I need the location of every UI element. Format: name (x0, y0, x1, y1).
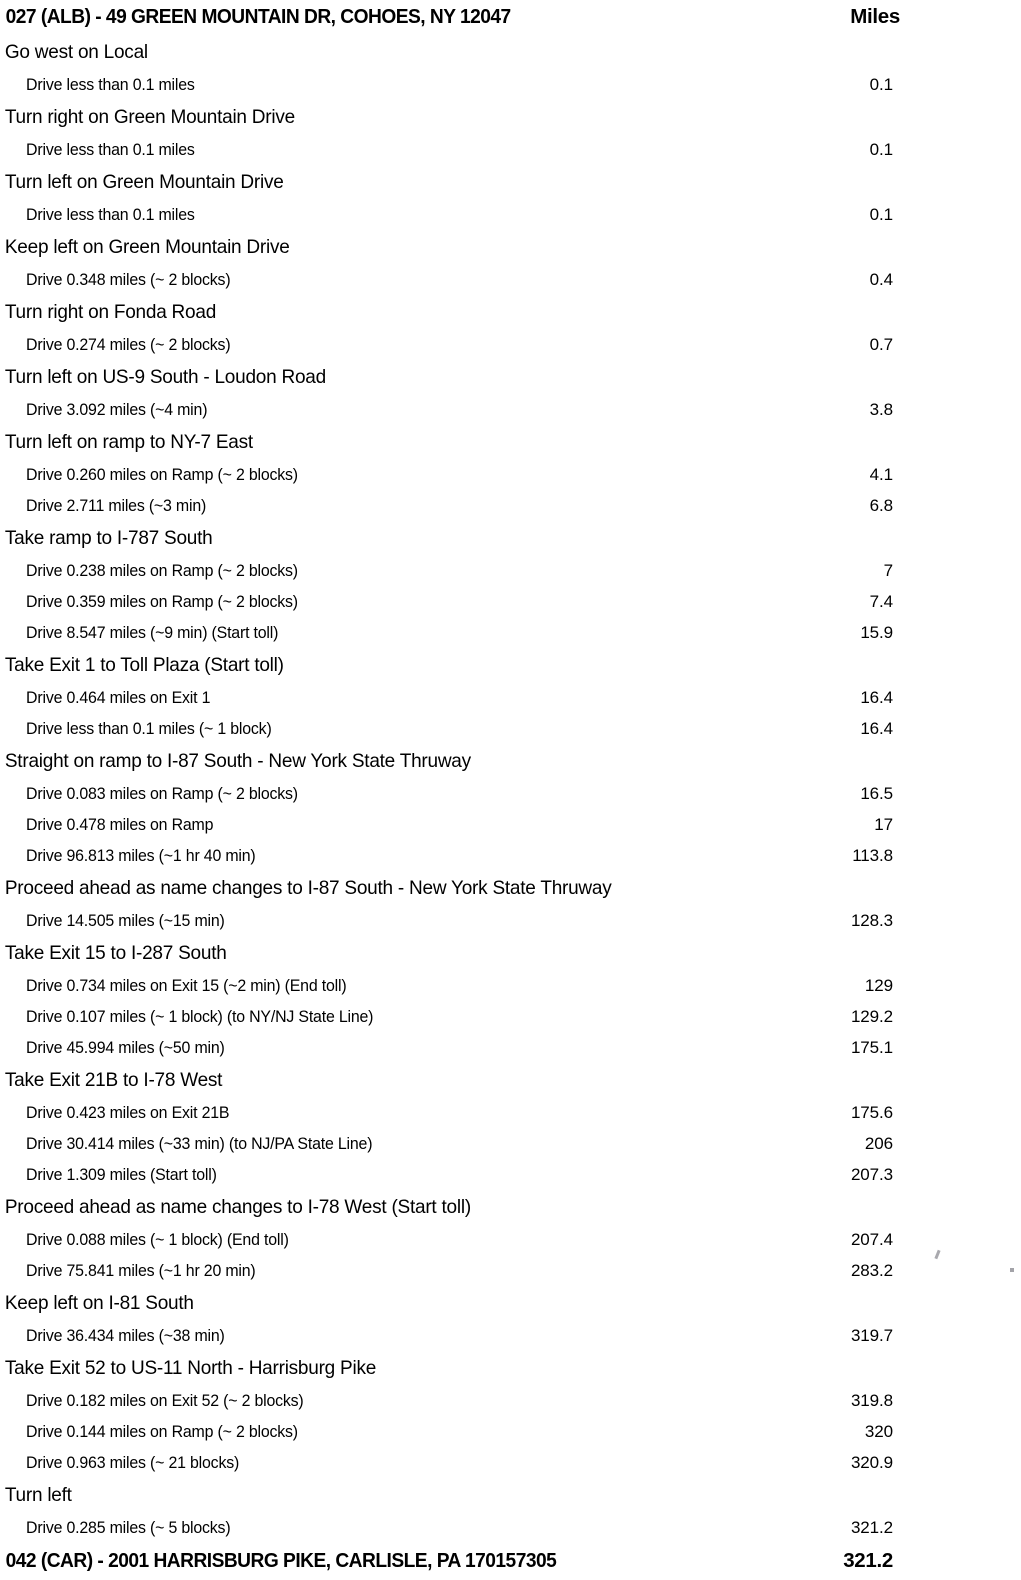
drive-segment-text: Drive 30.414 miles (~33 min) (to NJ/PA State Line) (26, 1135, 373, 1153)
maneuver-instruction-row (0, 522, 1021, 556)
drive-segment-text: Drive 0.348 miles (~ 2 blocks) (26, 271, 231, 289)
drive-segment-row (0, 1321, 1021, 1352)
drive-segment-text: Drive 0.144 miles on Ramp (~ 2 blocks) (26, 1423, 298, 1441)
maneuver-instruction-row (0, 231, 1021, 265)
cumulative-miles-value: 16.5 (860, 784, 893, 803)
drive-segment-row (0, 587, 1021, 618)
drive-segment-text: Drive 0.260 miles on Ramp (~ 2 blocks) (26, 466, 298, 484)
maneuver-instruction-text: Go west on Local (4, 41, 148, 63)
drive-segment-row (0, 1448, 1021, 1479)
maneuver-instruction-text: Keep left on Green Mountain Drive (4, 236, 290, 258)
drive-segment-row (0, 1256, 1021, 1287)
maneuver-instruction-row (0, 101, 1021, 135)
cumulative-miles-value: 0.1 (869, 75, 893, 94)
maneuver-instruction-text: Keep left on I-81 South (4, 1292, 194, 1314)
drive-segment-text: Drive 0.359 miles on Ramp (~ 2 blocks) (26, 593, 298, 611)
drive-segment-text: Drive 8.547 miles (~9 min) (Start toll) (26, 624, 279, 642)
drive-segment-text: Drive less than 0.1 miles (~ 1 block) (26, 720, 272, 738)
drive-segment-row (0, 1417, 1021, 1448)
drive-segment-text: Drive 0.464 miles on Exit 1 (26, 689, 211, 707)
drive-segment-text: Drive 75.841 miles (~1 hr 20 min) (26, 1262, 256, 1280)
maneuver-instruction-row (0, 1064, 1021, 1098)
cumulative-miles-value: 128.3 (850, 911, 893, 930)
maneuver-instruction-text: Proceed ahead as name changes to I-78 West (Start toll) (4, 1196, 471, 1218)
drive-segment-text: Drive 36.434 miles (~38 min) (26, 1327, 225, 1345)
cumulative-miles-value: 319.7 (850, 1326, 893, 1345)
drive-segment-row (0, 491, 1021, 522)
cumulative-miles-value: 6.8 (869, 496, 893, 515)
drive-segment-row (0, 200, 1021, 231)
maneuver-instruction-row (0, 1479, 1021, 1513)
drive-segment-text: Drive 96.813 miles (~1 hr 40 min) (26, 847, 256, 865)
drive-segment-row (0, 1386, 1021, 1417)
maneuver-instruction-text: Turn left on Green Mountain Drive (4, 171, 284, 193)
maneuver-instruction-row (0, 1287, 1021, 1321)
drive-segment-text: Drive 0.478 miles on Ramp (26, 816, 214, 834)
cumulative-miles-value: 129.2 (850, 1007, 893, 1026)
drive-segment-text: Drive less than 0.1 miles (26, 206, 195, 224)
cumulative-miles-value: 0.1 (869, 140, 893, 159)
maneuver-instruction-row (0, 426, 1021, 460)
drive-segment-text: Drive 0.083 miles on Ramp (~ 2 blocks) (26, 785, 298, 803)
cumulative-miles-value: 283.2 (850, 1261, 893, 1280)
maneuver-instruction-text: Take ramp to I-787 South (4, 527, 213, 549)
drive-segment-row (0, 265, 1021, 296)
cumulative-miles-value: 7 (883, 561, 893, 580)
drive-segment-row (0, 135, 1021, 166)
drive-segment-text: Drive 0.107 miles (~ 1 block) (to NY/NJ State Line) (26, 1008, 374, 1026)
maneuver-instruction-text: Take Exit 52 to US-11 North - Harrisburg Pike (4, 1357, 377, 1379)
drive-segment-row (0, 779, 1021, 810)
cumulative-miles-value: 319.8 (850, 1391, 893, 1410)
drive-segment-row (0, 841, 1021, 872)
cumulative-miles-value: 16.4 (860, 688, 893, 707)
total-miles: 321.2 (843, 1549, 893, 1572)
maneuver-instruction-row (0, 649, 1021, 683)
drive-segment-row (0, 683, 1021, 714)
drive-segment-text: Drive 0.423 miles on Exit 21B (26, 1104, 230, 1122)
drive-segment-row (0, 330, 1021, 361)
drive-segment-row (0, 906, 1021, 937)
drive-segment-text: Drive 0.182 miles on Exit 52 (~ 2 blocks) (26, 1392, 304, 1410)
maneuver-instruction-row (0, 166, 1021, 200)
maneuver-instruction-text: Turn right on Green Mountain Drive (4, 106, 295, 128)
maneuver-instruction-row (0, 296, 1021, 330)
cumulative-miles-value: 0.7 (869, 335, 893, 354)
maneuver-instruction-row (0, 937, 1021, 971)
cumulative-miles-value: 113.8 (852, 846, 893, 865)
drive-segment-text: Drive 0.274 miles (~ 2 blocks) (26, 336, 231, 354)
drive-segment-text: Drive 3.092 miles (~4 min) (26, 401, 208, 419)
maneuver-instruction-row (0, 36, 1021, 70)
drive-segment-row (0, 618, 1021, 649)
drive-segment-row (0, 810, 1021, 841)
maneuver-instruction-text: Turn left (4, 1484, 72, 1506)
drive-segment-row (0, 460, 1021, 491)
drive-segment-row (0, 556, 1021, 587)
cumulative-miles-value: 206 (864, 1134, 893, 1153)
drive-segment-row (0, 395, 1021, 426)
maneuver-instruction-text: Take Exit 15 to I-287 South (4, 942, 227, 964)
cumulative-miles-value: 321.2 (850, 1518, 893, 1537)
drive-segment-text: Drive 0.238 miles on Ramp (~ 2 blocks) (26, 562, 298, 580)
cumulative-miles-value: 17 (874, 815, 893, 834)
maneuver-instruction-text: Proceed ahead as name changes to I-87 South - New York State Thruway (4, 877, 612, 899)
drive-segment-row (0, 1513, 1021, 1544)
drive-segment-row (0, 1129, 1021, 1160)
drive-segment-row (0, 70, 1021, 101)
drive-segment-text: Drive less than 0.1 miles (26, 141, 195, 159)
drive-segment-row (0, 1002, 1021, 1033)
maneuver-instruction-text: Take Exit 21B to I-78 West (4, 1069, 223, 1091)
cumulative-miles-value: 207.4 (850, 1230, 893, 1249)
cumulative-miles-value: 16.4 (860, 719, 893, 738)
cumulative-miles-value: 207.3 (850, 1165, 893, 1184)
drive-segment-row (0, 714, 1021, 745)
maneuver-instruction-row (0, 745, 1021, 779)
maneuver-instruction-text: Turn left on US-9 South - Loudon Road (4, 366, 326, 388)
drive-segment-row (0, 1225, 1021, 1256)
drive-segment-text: Drive 45.994 miles (~50 min) (26, 1039, 225, 1057)
drive-segment-text: Drive 0.285 miles (~ 5 blocks) (26, 1519, 231, 1537)
maneuver-instruction-row (0, 1352, 1021, 1386)
maneuver-instruction-text: Take Exit 1 to Toll Plaza (Start toll) (4, 654, 284, 676)
steps-list (0, 36, 1021, 1544)
cumulative-miles-value: 320.9 (850, 1453, 893, 1472)
cumulative-miles-value: 175.6 (850, 1103, 893, 1122)
cumulative-miles-value: 129 (864, 976, 893, 995)
cumulative-miles-value: 0.4 (869, 270, 893, 289)
drive-segment-text: Drive 0.088 miles (~ 1 block) (End toll) (26, 1231, 289, 1249)
origin-header-row (0, 0, 1021, 36)
drive-segment-row (0, 1033, 1021, 1064)
miles-column-header: Miles (850, 5, 900, 28)
drive-segment-text: Drive 0.963 miles (~ 21 blocks) (26, 1454, 240, 1472)
cumulative-miles-value: 320 (864, 1422, 893, 1441)
maneuver-instruction-row (0, 361, 1021, 395)
maneuver-instruction-text: Turn right on Fonda Road (4, 301, 217, 323)
cumulative-miles-value: 4.1 (869, 465, 893, 484)
destination-footer-row (0, 1544, 1021, 1580)
destination-address: 042 (CAR) - 2001 HARRISBURG PIKE, CARLISLE, PA 170157305 (5, 1549, 557, 1572)
cumulative-miles-value: 15.9 (860, 623, 893, 642)
drive-segment-text: Drive 2.711 miles (~3 min) (26, 497, 207, 515)
maneuver-instruction-row (0, 872, 1021, 906)
maneuver-instruction-text: Straight on ramp to I-87 South - New York State Thruway (4, 750, 471, 772)
drive-segment-text: Drive 1.309 miles (Start toll) (26, 1166, 217, 1184)
drive-segment-row (0, 1160, 1021, 1191)
maneuver-instruction-row (0, 1191, 1021, 1225)
cumulative-miles-value: 3.8 (869, 400, 893, 419)
drive-segment-row (0, 1098, 1021, 1129)
cumulative-miles-value: 7.4 (869, 592, 893, 611)
maneuver-instruction-text: Turn left on ramp to NY-7 East (4, 431, 253, 453)
cumulative-miles-value: 175.1 (850, 1038, 893, 1057)
drive-segment-text: Drive 14.505 miles (~15 min) (26, 912, 225, 930)
drive-segment-row (0, 971, 1021, 1002)
origin-address: 027 (ALB) - 49 GREEN MOUNTAIN DR, COHOES, NY 12047 (5, 5, 511, 28)
cumulative-miles-value: 0.1 (869, 205, 893, 224)
drive-segment-text: Drive less than 0.1 miles (26, 76, 195, 94)
drive-segment-text: Drive 0.734 miles on Exit 15 (~2 min) (End toll) (26, 977, 347, 995)
